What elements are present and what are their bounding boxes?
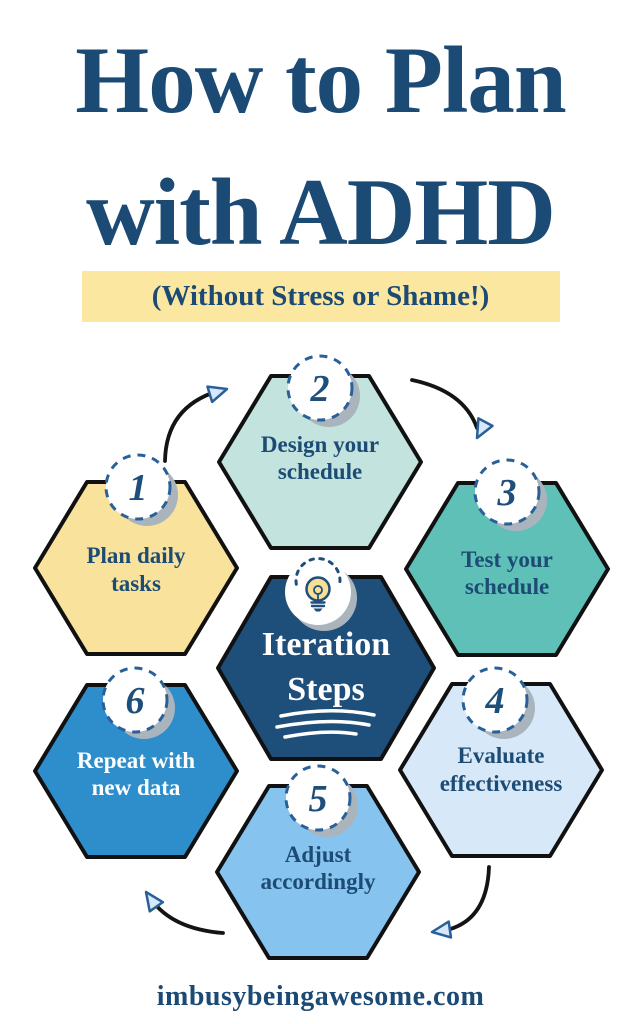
step-label-line2: new data [91, 775, 181, 800]
step-number: 6 [125, 680, 145, 722]
step-number: 1 [128, 467, 148, 509]
center-label-line1: Iteration [261, 626, 391, 663]
iteration-cycle-diagram [0, 345, 641, 980]
step-number: 5 [308, 778, 328, 820]
hexagon-center [218, 559, 434, 759]
step-label-line2: schedule [277, 459, 363, 484]
subtitle-banner [82, 271, 560, 322]
step-label-line2: schedule [464, 574, 550, 599]
step-number: 4 [485, 680, 505, 722]
step-label-line1: Repeat with [76, 748, 196, 773]
subtitle-text: (Without Stress or Shame!) [151, 280, 490, 312]
step-number: 3 [497, 472, 517, 514]
hexagon-step-3 [406, 460, 608, 655]
arrow-step4-to-step5 [431, 867, 489, 940]
step-label-line1: Plan daily [86, 543, 186, 568]
website-url: imbusybeingawesome.com [156, 981, 485, 1012]
hexagon-step-6 [35, 668, 237, 857]
page-title [0, 0, 641, 278]
arrow-step5-to-step6 [139, 887, 223, 933]
step-label-line1: Evaluate [457, 743, 545, 768]
hexagon-step-4 [400, 668, 602, 856]
step-label-line1: Test your [461, 547, 553, 572]
hexagon-step-5 [217, 766, 419, 958]
center-label-line2: Steps [287, 671, 365, 708]
hexagon-step-1 [35, 455, 237, 654]
arrow-step1-to-step2 [165, 381, 229, 461]
title-line-2: with ADHD [86, 159, 555, 265]
arrow-step2-to-step3 [412, 380, 493, 442]
title-line-1: How to Plan [75, 27, 566, 133]
step-label-line1: Design your [260, 432, 380, 457]
step-label-line2: tasks [111, 571, 161, 596]
step-label-line2: effectiveness [439, 771, 563, 796]
hexagon-step-2 [219, 356, 421, 548]
arrowhead-icon [431, 922, 451, 940]
step-label-line1: Adjust [284, 842, 352, 867]
step-number: 2 [310, 368, 330, 410]
step-label-line2: accordingly [260, 869, 376, 894]
arrowhead-icon [207, 381, 229, 402]
